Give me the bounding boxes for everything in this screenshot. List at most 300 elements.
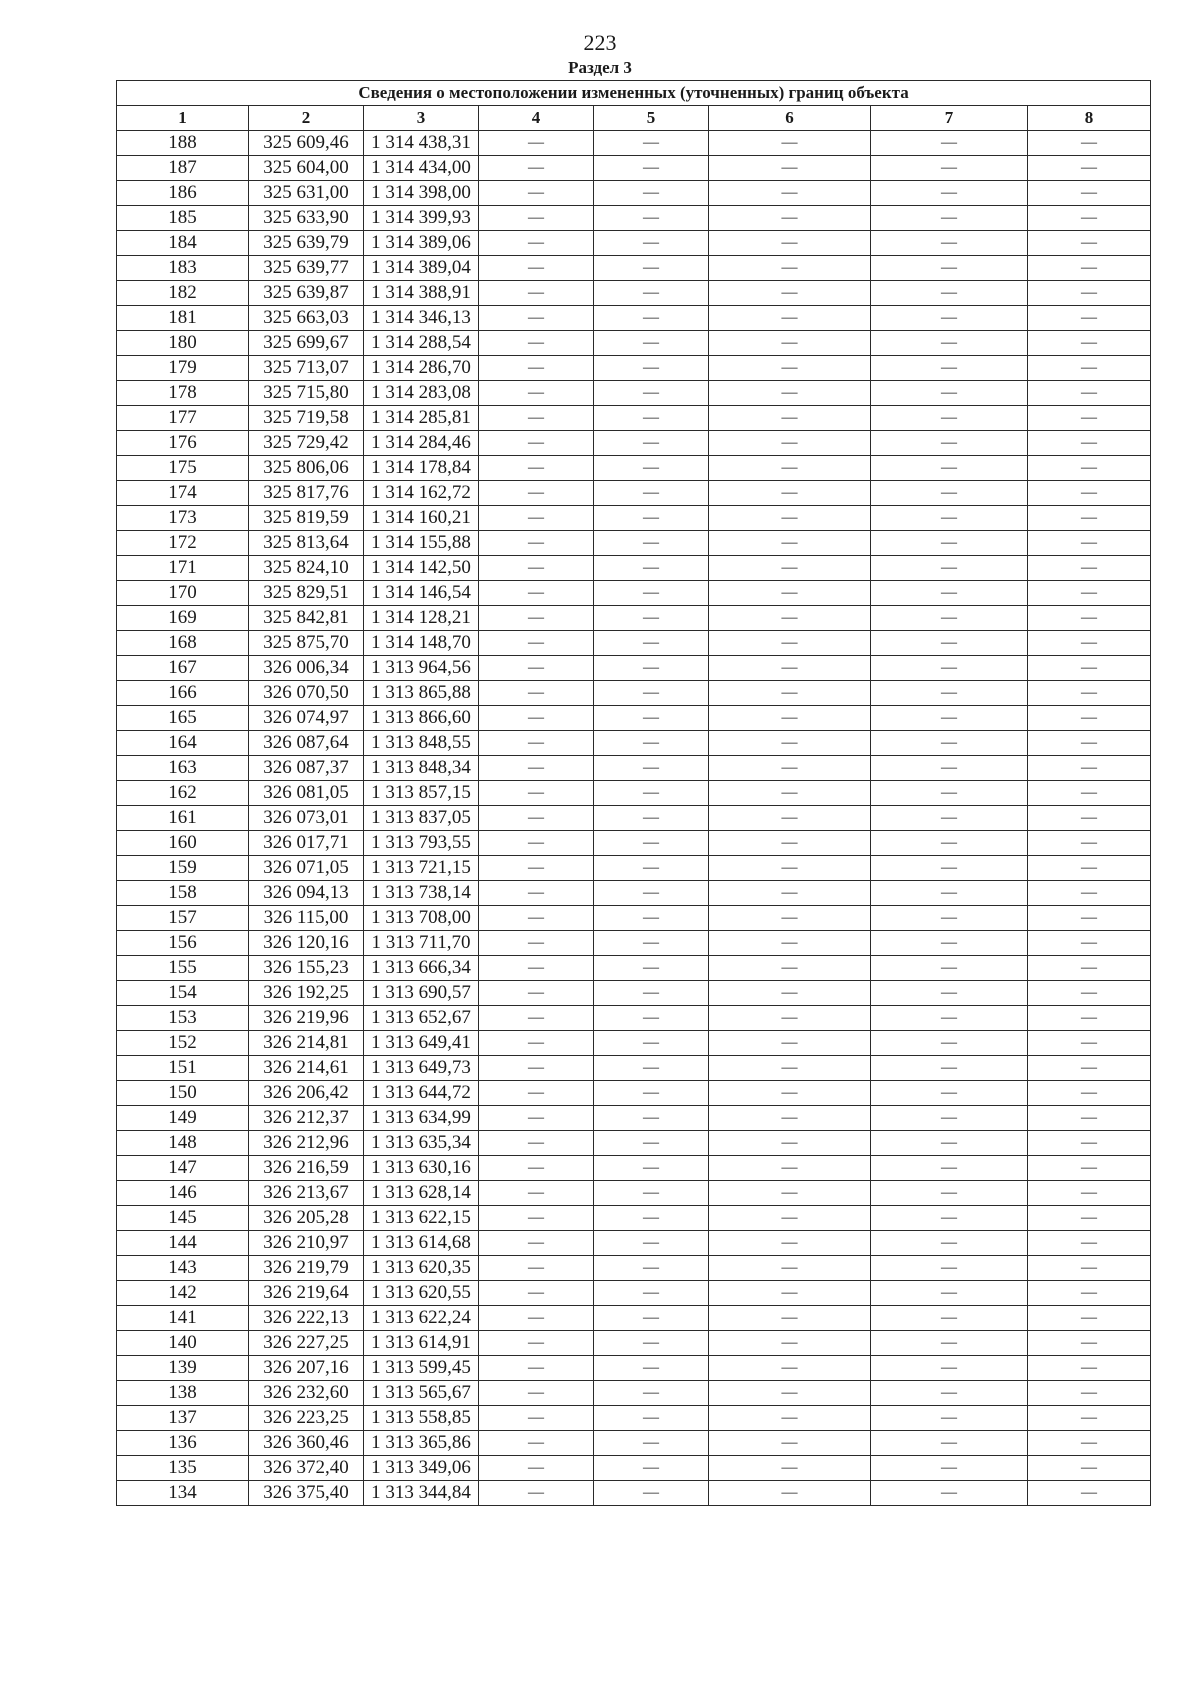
empty-value-cell: —	[594, 1306, 709, 1331]
empty-value-cell: —	[1028, 1406, 1151, 1431]
y-coordinate-cell: 1 313 349,06	[364, 1456, 479, 1481]
table-body	[117, 131, 1151, 1506]
table-row	[117, 1156, 1151, 1181]
empty-value-cell: —	[479, 906, 594, 931]
y-coordinate-cell: 1 313 711,70	[364, 931, 479, 956]
empty-value-cell: —	[709, 356, 871, 381]
empty-value-cell: —	[1028, 1431, 1151, 1456]
x-coordinate-cell: 326 120,16	[249, 931, 364, 956]
empty-value-cell: —	[1028, 231, 1151, 256]
empty-value-cell: —	[594, 1006, 709, 1031]
empty-value-cell: —	[709, 156, 871, 181]
y-coordinate-cell: 1 313 649,73	[364, 1056, 479, 1081]
page-number: 223	[583, 30, 617, 55]
empty-value-cell: —	[479, 281, 594, 306]
empty-value-cell: —	[594, 1481, 709, 1506]
empty-value-cell: —	[594, 181, 709, 206]
y-coordinate-cell: 1 313 652,67	[364, 1006, 479, 1031]
empty-value-cell: —	[1028, 506, 1151, 531]
point-number-cell: 163	[117, 756, 249, 781]
empty-value-cell: —	[594, 856, 709, 881]
point-number-cell: 181	[117, 306, 249, 331]
y-coordinate-cell: 1 314 286,70	[364, 356, 479, 381]
empty-value-cell: —	[709, 1206, 871, 1231]
empty-value-cell: —	[594, 1181, 709, 1206]
point-number-cell: 144	[117, 1231, 249, 1256]
point-number-cell: 141	[117, 1306, 249, 1331]
empty-value-cell: —	[709, 831, 871, 856]
empty-value-cell: —	[871, 1156, 1028, 1181]
empty-value-cell: —	[479, 631, 594, 656]
y-coordinate-cell: 1 313 630,16	[364, 1156, 479, 1181]
empty-value-cell: —	[1028, 1356, 1151, 1381]
empty-value-cell: —	[1028, 1306, 1151, 1331]
x-coordinate-cell: 326 372,40	[249, 1456, 364, 1481]
empty-value-cell: —	[1028, 656, 1151, 681]
table-row	[117, 1206, 1151, 1231]
empty-value-cell: —	[479, 1206, 594, 1231]
x-coordinate-cell: 325 719,58	[249, 406, 364, 431]
y-coordinate-cell: 1 313 866,60	[364, 706, 479, 731]
empty-value-cell: —	[594, 231, 709, 256]
empty-value-cell: —	[594, 281, 709, 306]
point-number-cell: 137	[117, 1406, 249, 1431]
point-number-cell: 160	[117, 831, 249, 856]
empty-value-cell: —	[594, 406, 709, 431]
point-number-cell: 184	[117, 231, 249, 256]
empty-value-cell: —	[1028, 1481, 1151, 1506]
empty-value-cell: —	[709, 631, 871, 656]
empty-value-cell: —	[479, 1331, 594, 1356]
empty-value-cell: —	[871, 906, 1028, 931]
table-row	[117, 856, 1151, 881]
empty-value-cell: —	[871, 131, 1028, 156]
empty-value-cell: —	[479, 1131, 594, 1156]
empty-value-cell: —	[1028, 1381, 1151, 1406]
empty-value-cell: —	[479, 831, 594, 856]
empty-value-cell: —	[1028, 531, 1151, 556]
empty-value-cell: —	[479, 1106, 594, 1131]
column-header: 7	[871, 106, 1028, 131]
y-coordinate-cell: 1 313 344,84	[364, 1481, 479, 1506]
table-row	[117, 756, 1151, 781]
x-coordinate-cell: 326 006,34	[249, 656, 364, 681]
empty-value-cell: —	[479, 1181, 594, 1206]
empty-value-cell: —	[871, 1306, 1028, 1331]
empty-value-cell: —	[479, 706, 594, 731]
x-coordinate-cell: 326 375,40	[249, 1481, 364, 1506]
empty-value-cell: —	[479, 1006, 594, 1031]
x-coordinate-cell: 326 223,25	[249, 1406, 364, 1431]
empty-value-cell: —	[871, 831, 1028, 856]
empty-value-cell: —	[1028, 1081, 1151, 1106]
point-number-cell: 170	[117, 581, 249, 606]
empty-value-cell: —	[871, 1331, 1028, 1356]
empty-value-cell: —	[1028, 156, 1151, 181]
x-coordinate-cell: 325 729,42	[249, 431, 364, 456]
y-coordinate-cell: 1 313 649,41	[364, 1031, 479, 1056]
point-number-cell: 150	[117, 1081, 249, 1106]
point-number-cell: 149	[117, 1106, 249, 1131]
table-row	[117, 1256, 1151, 1281]
point-number-cell: 182	[117, 281, 249, 306]
x-coordinate-cell: 326 206,42	[249, 1081, 364, 1106]
empty-value-cell: —	[1028, 381, 1151, 406]
empty-value-cell: —	[479, 406, 594, 431]
empty-value-cell: —	[871, 1056, 1028, 1081]
point-number-cell: 166	[117, 681, 249, 706]
empty-value-cell: —	[1028, 1131, 1151, 1156]
x-coordinate-cell: 325 699,67	[249, 331, 364, 356]
y-coordinate-cell: 1 313 865,88	[364, 681, 479, 706]
empty-value-cell: —	[594, 531, 709, 556]
y-coordinate-cell: 1 314 160,21	[364, 506, 479, 531]
empty-value-cell: —	[709, 956, 871, 981]
empty-value-cell: —	[1028, 1281, 1151, 1306]
table-row	[117, 456, 1151, 481]
empty-value-cell: —	[594, 806, 709, 831]
x-coordinate-cell: 326 081,05	[249, 781, 364, 806]
empty-value-cell: —	[1028, 1156, 1151, 1181]
x-coordinate-cell: 325 639,77	[249, 256, 364, 281]
empty-value-cell: —	[1028, 931, 1151, 956]
y-coordinate-cell: 1 313 622,24	[364, 1306, 479, 1331]
empty-value-cell: —	[871, 1356, 1028, 1381]
empty-value-cell: —	[871, 1106, 1028, 1131]
empty-value-cell: —	[594, 431, 709, 456]
empty-value-cell: —	[594, 706, 709, 731]
empty-value-cell: —	[1028, 356, 1151, 381]
boundary-coordinates-table	[116, 80, 1151, 1506]
point-number-cell: 162	[117, 781, 249, 806]
empty-value-cell: —	[479, 181, 594, 206]
empty-value-cell: —	[1028, 756, 1151, 781]
x-coordinate-cell: 326 115,00	[249, 906, 364, 931]
x-coordinate-cell: 325 819,59	[249, 506, 364, 531]
empty-value-cell: —	[479, 1081, 594, 1106]
empty-value-cell: —	[479, 506, 594, 531]
empty-value-cell: —	[871, 756, 1028, 781]
empty-value-cell: —	[871, 1006, 1028, 1031]
empty-value-cell: —	[1028, 1256, 1151, 1281]
empty-value-cell: —	[594, 256, 709, 281]
y-coordinate-cell: 1 314 346,13	[364, 306, 479, 331]
empty-value-cell: —	[594, 356, 709, 381]
y-coordinate-cell: 1 313 614,91	[364, 1331, 479, 1356]
y-coordinate-cell: 1 314 285,81	[364, 406, 479, 431]
empty-value-cell: —	[871, 806, 1028, 831]
empty-value-cell: —	[709, 1231, 871, 1256]
y-coordinate-cell: 1 313 666,34	[364, 956, 479, 981]
empty-value-cell: —	[1028, 331, 1151, 356]
table-row	[117, 1306, 1151, 1331]
empty-value-cell: —	[479, 1031, 594, 1056]
table-caption: Сведения о местоположении измененных (уточненных) границ объекта	[117, 81, 1151, 106]
x-coordinate-cell: 325 829,51	[249, 581, 364, 606]
empty-value-cell: —	[871, 331, 1028, 356]
empty-value-cell: —	[594, 1106, 709, 1131]
point-number-cell: 151	[117, 1056, 249, 1081]
y-coordinate-cell: 1 314 388,91	[364, 281, 479, 306]
table-row	[117, 256, 1151, 281]
empty-value-cell: —	[479, 256, 594, 281]
empty-value-cell: —	[709, 1356, 871, 1381]
empty-value-cell: —	[871, 856, 1028, 881]
empty-value-cell: —	[1028, 581, 1151, 606]
x-coordinate-cell: 325 806,06	[249, 456, 364, 481]
empty-value-cell: —	[479, 131, 594, 156]
table-row	[117, 1081, 1151, 1106]
empty-value-cell: —	[479, 931, 594, 956]
empty-value-cell: —	[1028, 1006, 1151, 1031]
y-coordinate-cell: 1 313 837,05	[364, 806, 479, 831]
point-number-cell: 147	[117, 1156, 249, 1181]
table-row	[117, 506, 1151, 531]
empty-value-cell: —	[871, 1181, 1028, 1206]
table-row	[117, 281, 1151, 306]
empty-value-cell: —	[709, 906, 871, 931]
empty-value-cell: —	[479, 606, 594, 631]
empty-value-cell: —	[479, 456, 594, 481]
y-coordinate-cell: 1 314 142,50	[364, 556, 479, 581]
table-row	[117, 1031, 1151, 1056]
empty-value-cell: —	[479, 431, 594, 456]
empty-value-cell: —	[594, 681, 709, 706]
empty-value-cell: —	[871, 606, 1028, 631]
empty-value-cell: —	[594, 1356, 709, 1381]
empty-value-cell: —	[709, 931, 871, 956]
column-header: 3	[364, 106, 479, 131]
empty-value-cell: —	[709, 231, 871, 256]
y-coordinate-cell: 1 313 708,00	[364, 906, 479, 931]
y-coordinate-cell: 1 314 178,84	[364, 456, 479, 481]
empty-value-cell: —	[709, 681, 871, 706]
empty-value-cell: —	[594, 156, 709, 181]
empty-value-cell: —	[709, 581, 871, 606]
table-row	[117, 1381, 1151, 1406]
empty-value-cell: —	[594, 731, 709, 756]
point-number-cell: 146	[117, 1181, 249, 1206]
y-coordinate-cell: 1 314 148,70	[364, 631, 479, 656]
y-coordinate-cell: 1 314 389,06	[364, 231, 479, 256]
empty-value-cell: —	[1028, 281, 1151, 306]
empty-value-cell: —	[709, 181, 871, 206]
table-row	[117, 156, 1151, 181]
empty-value-cell: —	[1028, 681, 1151, 706]
table-row	[117, 406, 1151, 431]
empty-value-cell: —	[479, 1456, 594, 1481]
point-number-cell: 164	[117, 731, 249, 756]
empty-value-cell: —	[709, 1281, 871, 1306]
empty-value-cell: —	[1028, 831, 1151, 856]
empty-value-cell: —	[1028, 206, 1151, 231]
empty-value-cell: —	[1028, 856, 1151, 881]
empty-value-cell: —	[871, 881, 1028, 906]
empty-value-cell: —	[594, 1231, 709, 1256]
empty-value-cell: —	[479, 1231, 594, 1256]
empty-value-cell: —	[594, 831, 709, 856]
empty-value-cell: —	[1028, 431, 1151, 456]
empty-value-cell: —	[479, 1156, 594, 1181]
empty-value-cell: —	[1028, 706, 1151, 731]
empty-value-cell: —	[594, 781, 709, 806]
table-row	[117, 1181, 1151, 1206]
point-number-cell: 176	[117, 431, 249, 456]
point-number-cell: 159	[117, 856, 249, 881]
empty-value-cell: —	[479, 231, 594, 256]
x-coordinate-cell: 326 073,01	[249, 806, 364, 831]
column-header: 1	[117, 106, 249, 131]
empty-value-cell: —	[871, 156, 1028, 181]
point-number-cell: 171	[117, 556, 249, 581]
empty-value-cell: —	[1028, 781, 1151, 806]
point-number-cell: 140	[117, 1331, 249, 1356]
empty-value-cell: —	[871, 281, 1028, 306]
empty-value-cell: —	[594, 1081, 709, 1106]
point-number-cell: 145	[117, 1206, 249, 1231]
table-row	[117, 306, 1151, 331]
empty-value-cell: —	[709, 1256, 871, 1281]
empty-value-cell: —	[594, 1156, 709, 1181]
empty-value-cell: —	[871, 1131, 1028, 1156]
empty-value-cell: —	[709, 856, 871, 881]
empty-value-cell: —	[479, 556, 594, 581]
empty-value-cell: —	[1028, 906, 1151, 931]
empty-value-cell: —	[871, 1406, 1028, 1431]
empty-value-cell: —	[594, 631, 709, 656]
empty-value-cell: —	[1028, 1231, 1151, 1256]
x-coordinate-cell: 326 094,13	[249, 881, 364, 906]
empty-value-cell: —	[709, 531, 871, 556]
empty-value-cell: —	[594, 981, 709, 1006]
x-coordinate-cell: 325 604,00	[249, 156, 364, 181]
point-number-cell: 134	[117, 1481, 249, 1506]
table-row	[117, 881, 1151, 906]
empty-value-cell: —	[709, 506, 871, 531]
empty-value-cell: —	[479, 1256, 594, 1281]
empty-value-cell: —	[709, 256, 871, 281]
empty-value-cell: —	[709, 1381, 871, 1406]
point-number-cell: 155	[117, 956, 249, 981]
empty-value-cell: —	[871, 231, 1028, 256]
empty-value-cell: —	[871, 706, 1028, 731]
y-coordinate-cell: 1 313 644,72	[364, 1081, 479, 1106]
y-coordinate-cell: 1 313 628,14	[364, 1181, 479, 1206]
empty-value-cell: —	[479, 356, 594, 381]
table-row	[117, 1281, 1151, 1306]
point-number-cell: 169	[117, 606, 249, 631]
empty-value-cell: —	[1028, 406, 1151, 431]
empty-value-cell: —	[1028, 1206, 1151, 1231]
y-coordinate-cell: 1 313 848,34	[364, 756, 479, 781]
y-coordinate-cell: 1 313 622,15	[364, 1206, 479, 1231]
table-row	[117, 731, 1151, 756]
empty-value-cell: —	[871, 181, 1028, 206]
x-coordinate-cell: 325 715,80	[249, 381, 364, 406]
table-row	[117, 806, 1151, 831]
empty-value-cell: —	[709, 1306, 871, 1331]
y-coordinate-cell: 1 314 284,46	[364, 431, 479, 456]
point-number-cell: 174	[117, 481, 249, 506]
empty-value-cell: —	[594, 756, 709, 781]
empty-value-cell: —	[594, 306, 709, 331]
x-coordinate-cell: 325 813,64	[249, 531, 364, 556]
point-number-cell: 157	[117, 906, 249, 931]
x-coordinate-cell: 326 219,64	[249, 1281, 364, 1306]
point-number-cell: 136	[117, 1431, 249, 1456]
x-coordinate-cell: 325 713,07	[249, 356, 364, 381]
empty-value-cell: —	[709, 431, 871, 456]
empty-value-cell: —	[709, 756, 871, 781]
empty-value-cell: —	[1028, 731, 1151, 756]
empty-value-cell: —	[1028, 556, 1151, 581]
point-number-cell: 154	[117, 981, 249, 1006]
empty-value-cell: —	[709, 1106, 871, 1131]
empty-value-cell: —	[871, 956, 1028, 981]
empty-value-cell: —	[1028, 806, 1151, 831]
point-number-cell: 153	[117, 1006, 249, 1031]
empty-value-cell: —	[871, 656, 1028, 681]
empty-value-cell: —	[871, 931, 1028, 956]
x-coordinate-cell: 326 232,60	[249, 1381, 364, 1406]
table-row	[117, 1431, 1151, 1456]
x-coordinate-cell: 326 212,37	[249, 1106, 364, 1131]
empty-value-cell: —	[871, 306, 1028, 331]
empty-value-cell: —	[709, 1131, 871, 1156]
x-coordinate-cell: 326 071,05	[249, 856, 364, 881]
empty-value-cell: —	[479, 1431, 594, 1456]
x-coordinate-cell: 326 205,28	[249, 1206, 364, 1231]
point-number-cell: 186	[117, 181, 249, 206]
empty-value-cell: —	[709, 1431, 871, 1456]
point-number-cell: 188	[117, 131, 249, 156]
point-number-cell: 185	[117, 206, 249, 231]
empty-value-cell: —	[594, 656, 709, 681]
empty-value-cell: —	[709, 281, 871, 306]
empty-value-cell: —	[1028, 1331, 1151, 1356]
y-coordinate-cell: 1 313 793,55	[364, 831, 479, 856]
column-header: 4	[479, 106, 594, 131]
empty-value-cell: —	[1028, 456, 1151, 481]
x-coordinate-cell: 326 212,96	[249, 1131, 364, 1156]
x-coordinate-cell: 326 227,25	[249, 1331, 364, 1356]
empty-value-cell: —	[709, 1006, 871, 1031]
y-coordinate-cell: 1 313 614,68	[364, 1231, 479, 1256]
table-row	[117, 381, 1151, 406]
empty-value-cell: —	[871, 1031, 1028, 1056]
point-number-cell: 179	[117, 356, 249, 381]
table-row	[117, 206, 1151, 231]
empty-value-cell: —	[871, 506, 1028, 531]
empty-value-cell: —	[1028, 131, 1151, 156]
empty-value-cell: —	[479, 306, 594, 331]
y-coordinate-cell: 1 313 848,55	[364, 731, 479, 756]
table-row	[117, 1456, 1151, 1481]
x-coordinate-cell: 326 222,13	[249, 1306, 364, 1331]
empty-value-cell: —	[594, 131, 709, 156]
empty-value-cell: —	[871, 1381, 1028, 1406]
empty-value-cell: —	[709, 206, 871, 231]
x-coordinate-cell: 326 070,50	[249, 681, 364, 706]
point-number-cell: 183	[117, 256, 249, 281]
empty-value-cell: —	[871, 631, 1028, 656]
point-number-cell: 143	[117, 1256, 249, 1281]
table-row	[117, 1106, 1151, 1131]
empty-value-cell: —	[709, 481, 871, 506]
point-number-cell: 161	[117, 806, 249, 831]
point-number-cell: 152	[117, 1031, 249, 1056]
empty-value-cell: —	[871, 381, 1028, 406]
